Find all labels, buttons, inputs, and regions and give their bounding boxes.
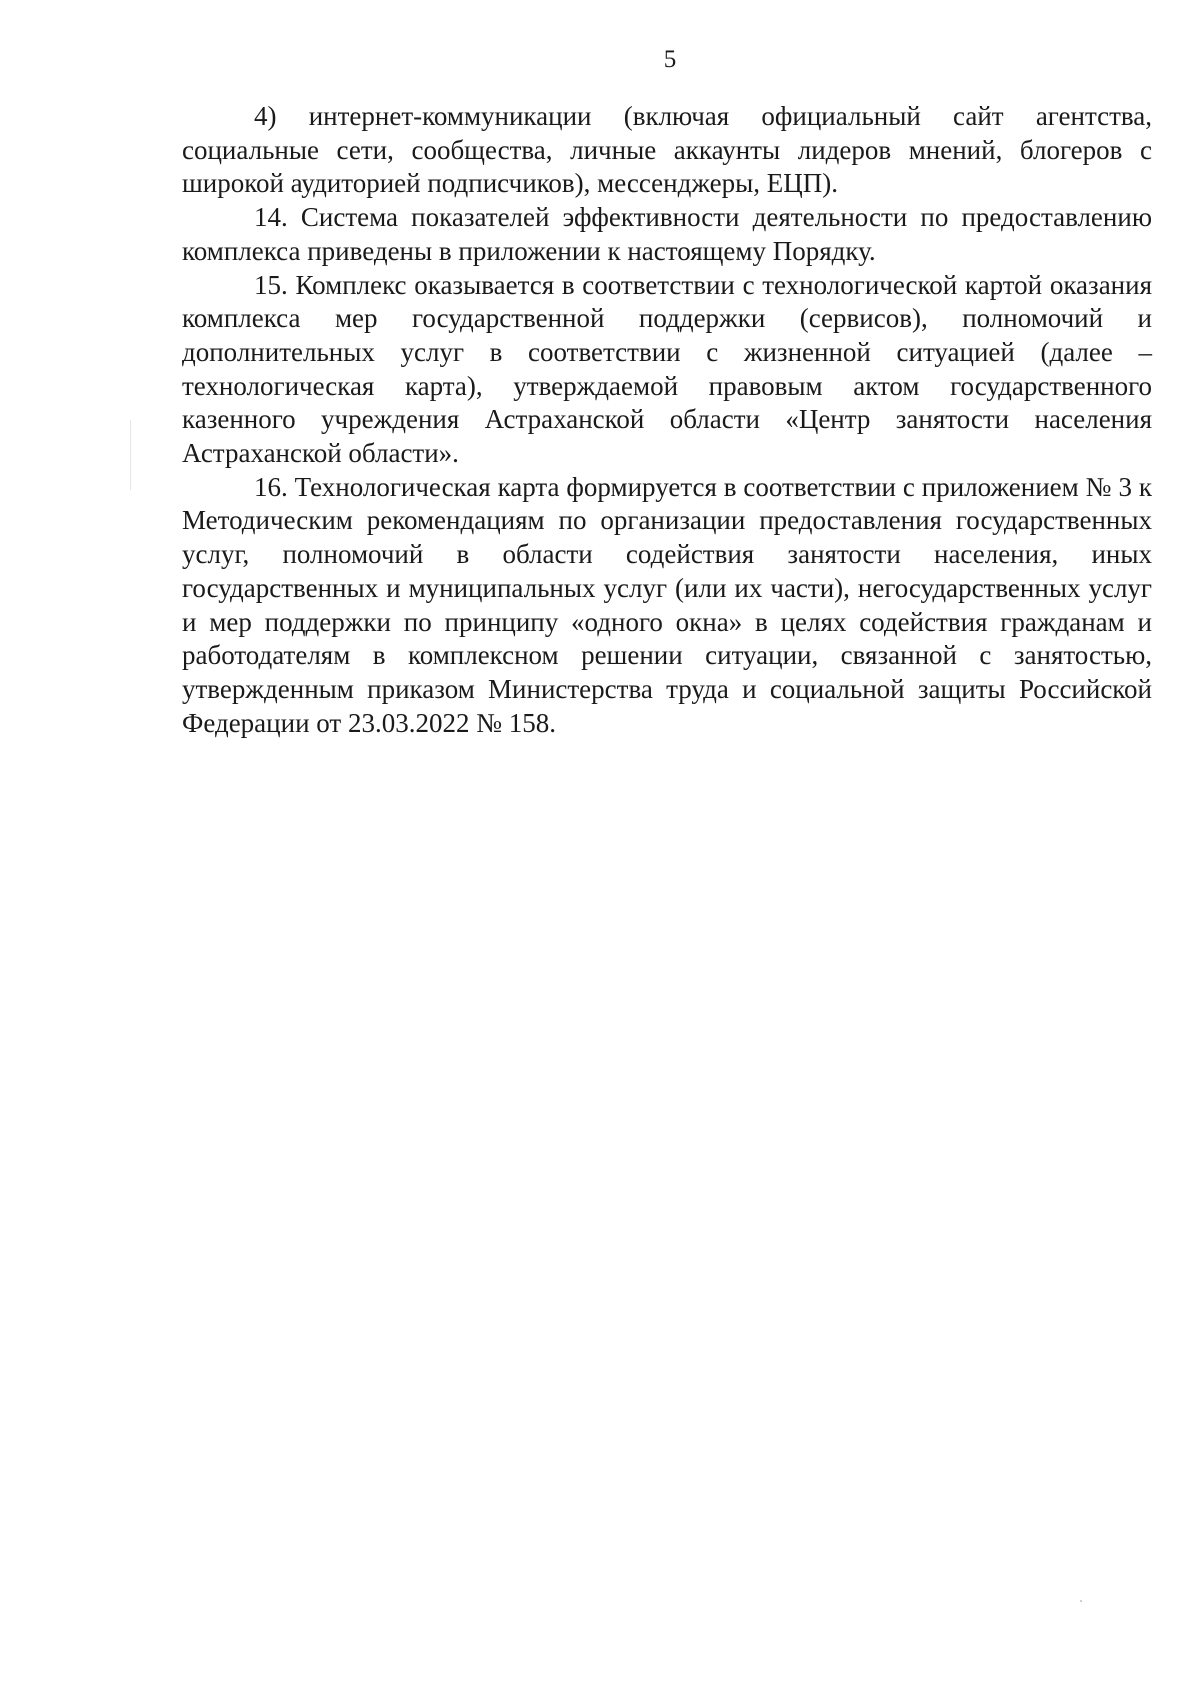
paragraph-16: 16. Технологическая карта формируется в соответствии с приложением № 3 к Методическим рекомендациям по организации предоставления государственных услуг, полномочий в области содействия занятости населения, иных государственных и муниципальных услуг (или их части), негосударственных услуг и мер поддержки по принципу «одного окна» в целях содействия гражданам и работодателям в комплексном решении ситуации, связанной с занятостью, утвержденным приказом Министерства труда и социальной защиты Российской Федерации от 23.03.2022 № 158. [182,471,1152,738]
paragraph-item-4: 4) интернет-коммуникации (включая официальный сайт агентства, социальные сети, сообщества, личные аккаунты лидеров мнений, блогеров с широкой аудиторией подписчиков), мессенджеры, ЕЦП). [182,101,1152,199]
scan-artifact-bottom-right [1080,1600,1082,1602]
document-body [182,100,1152,740]
page-number: 5 [663,46,677,73]
paragraph-14: 14. Система показателей эффективности деятельности по предоставлению комплекса приведены в приложении к настоящему Порядку. [182,202,1152,266]
paragraph-15: 15. Комплекс оказывается в соответствии с технологической картой оказания комплекса мер государственной поддержки (сервисов), полномочий и дополнительных услуг в соответствии с жизненной ситуацией (далее – технологическая карта), утверждаемой правовым актом государственного казенного учреждения Астраханской области «Центр занятости населения Астраханской области». [182,269,1152,469]
scan-artifact-left [130,420,131,490]
